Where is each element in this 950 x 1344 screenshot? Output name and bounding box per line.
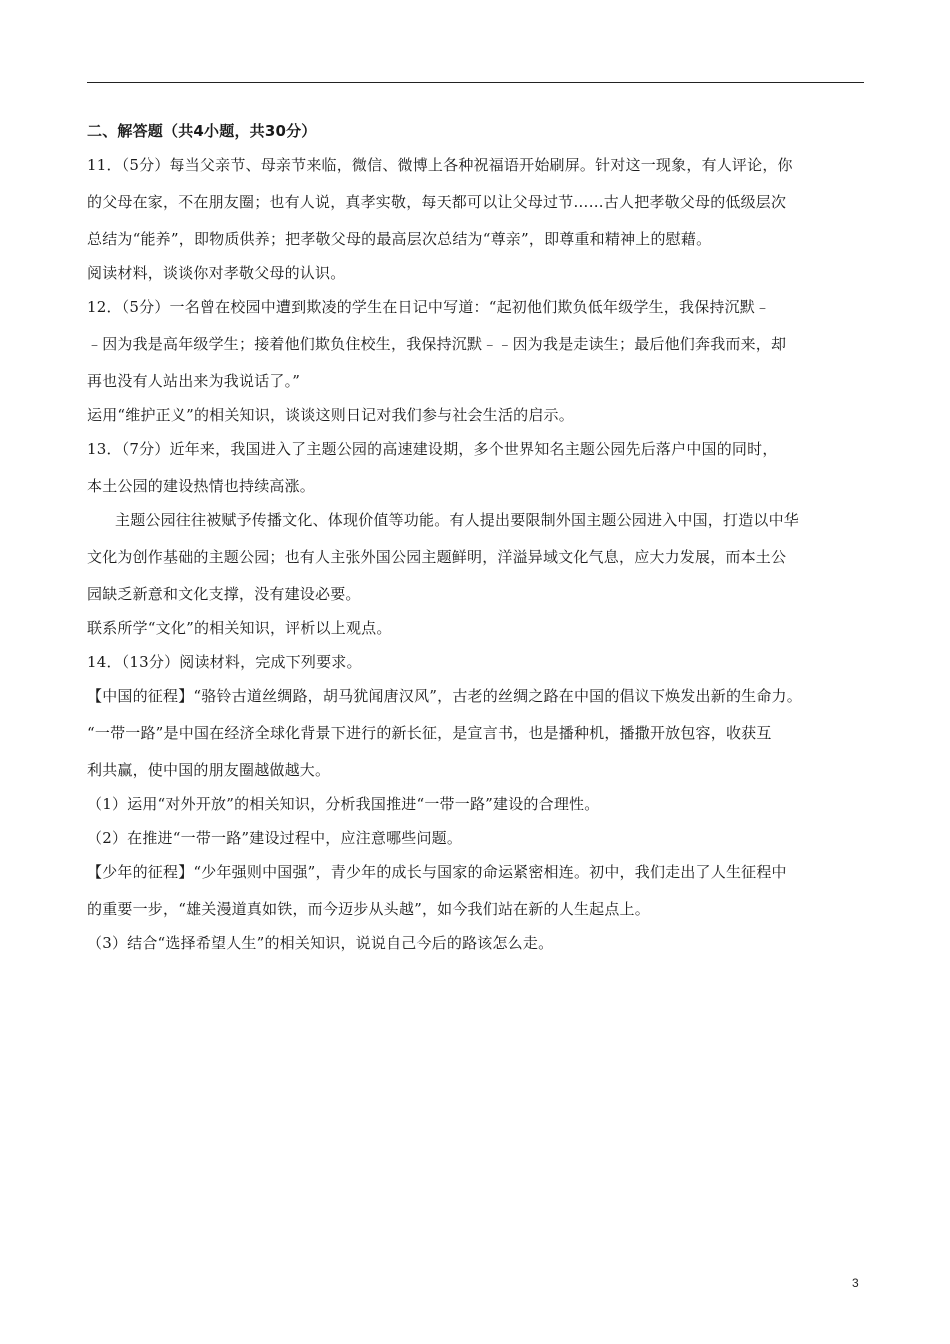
q14-youth-line-2: 的重要一步，“雄关漫道真如铁，而今迈步从头越”，如今我们站在新的人生起点上。 (87, 900, 650, 918)
exam-content (87, 120, 867, 954)
q13-line-2: 本土公园的建设热情也持续高涨。 (87, 477, 316, 495)
q12-line-2: ﹣因为我是高年级学生；接着他们欺负住校生，我保持沉默﹣﹣因为我是走读生；最后他们奔我而来，却 (87, 335, 787, 353)
q13-task: 联系所学“文化”的相关知识，评析以上观点。 (87, 619, 392, 637)
question-12 (87, 296, 867, 426)
q14-line-1: 14．（13分）阅读材料，完成下列要求。 (87, 653, 362, 671)
q12-line-3: 再也没有人站出来为我说话了。” (87, 372, 301, 390)
page-number: 3 (852, 1276, 859, 1290)
question-13 (87, 438, 867, 639)
header-rule (87, 82, 864, 83)
q14-china-line-1: 【中国的征程】“骆铃古道丝绸路，胡马犹闻唐汉风”，古老的丝绸之路在中国的倡议下焕发出新的生命力。 (87, 687, 802, 705)
q13-line-3: 主题公园往往被赋予传播文化、体现价值等功能。有人提出要限制外国主题公园进入中国，打造以中华 (115, 511, 800, 529)
question-14 (87, 651, 867, 954)
q13-line-1: 13．（7分）近年来，我国进入了主题公园的高速建设期，多个世界知名主题公园先后落户中国的同时， (87, 440, 778, 458)
q13-line-5: 园缺乏新意和文化支撑，没有建设必要。 (87, 585, 361, 603)
q11-line-2: 的父母在家，不在朋友圈；也有人说，真孝实敬，每天都可以让父母过节……古人把孝敬父母的低级层次 (87, 193, 787, 211)
q11-line-1: 11．（5分）每当父亲节、母亲节来临，微信、微博上各种祝福语开始刷屏。针对这一现象，有人评论，你 (87, 156, 793, 174)
question-11 (87, 154, 867, 284)
q11-task: 阅读材料，谈谈你对孝敬父母的认识。 (87, 264, 346, 282)
section-title: 二、解答题（共4小题，共30分） (87, 122, 317, 140)
q14-sub-2: （2）在推进“一带一路”建设过程中，应注意哪些问题。 (87, 829, 463, 847)
q14-china-line-2: “一带一路”是中国在经济全球化背景下进行的新长征，是宣言书，也是播种机，播撒开放包容，收获互 (87, 724, 772, 742)
q14-sub-1: （1）运用“对外开放”的相关知识，分析我国推进“一带一路”建设的合理性。 (87, 795, 600, 813)
q12-task: 运用“维护正义”的相关知识，谈谈这则日记对我们参与社会生活的启示。 (87, 406, 574, 424)
q13-line-4: 文化为创作基础的主题公园；也有人主张外国公园主题鲜明，洋溢异域文化气息，应大力发展，而本土公 (87, 548, 787, 566)
q14-youth-line-1: 【少年的征程】“少年强则中国强”，青少年的成长与国家的命运紧密相连。初中，我们走出了人生征程中 (87, 863, 787, 881)
q12-line-1: 12．（5分）一名曾在校园中遭到欺凌的学生在日记中写道：“起初他们欺负低年级学生，我保持沉默﹣ (87, 298, 771, 316)
q14-sub-3: （3）结合“选择希望人生”的相关知识，说说自己今后的路该怎么走。 (87, 934, 554, 952)
q11-line-3: 总结为“能养”，即物质供养；把孝敬父母的最高层次总结为“尊亲”，即尊重和精神上的慰藉。 (87, 230, 712, 248)
q14-china-line-3: 利共赢，使中国的朋友圈越做越大。 (87, 761, 331, 779)
